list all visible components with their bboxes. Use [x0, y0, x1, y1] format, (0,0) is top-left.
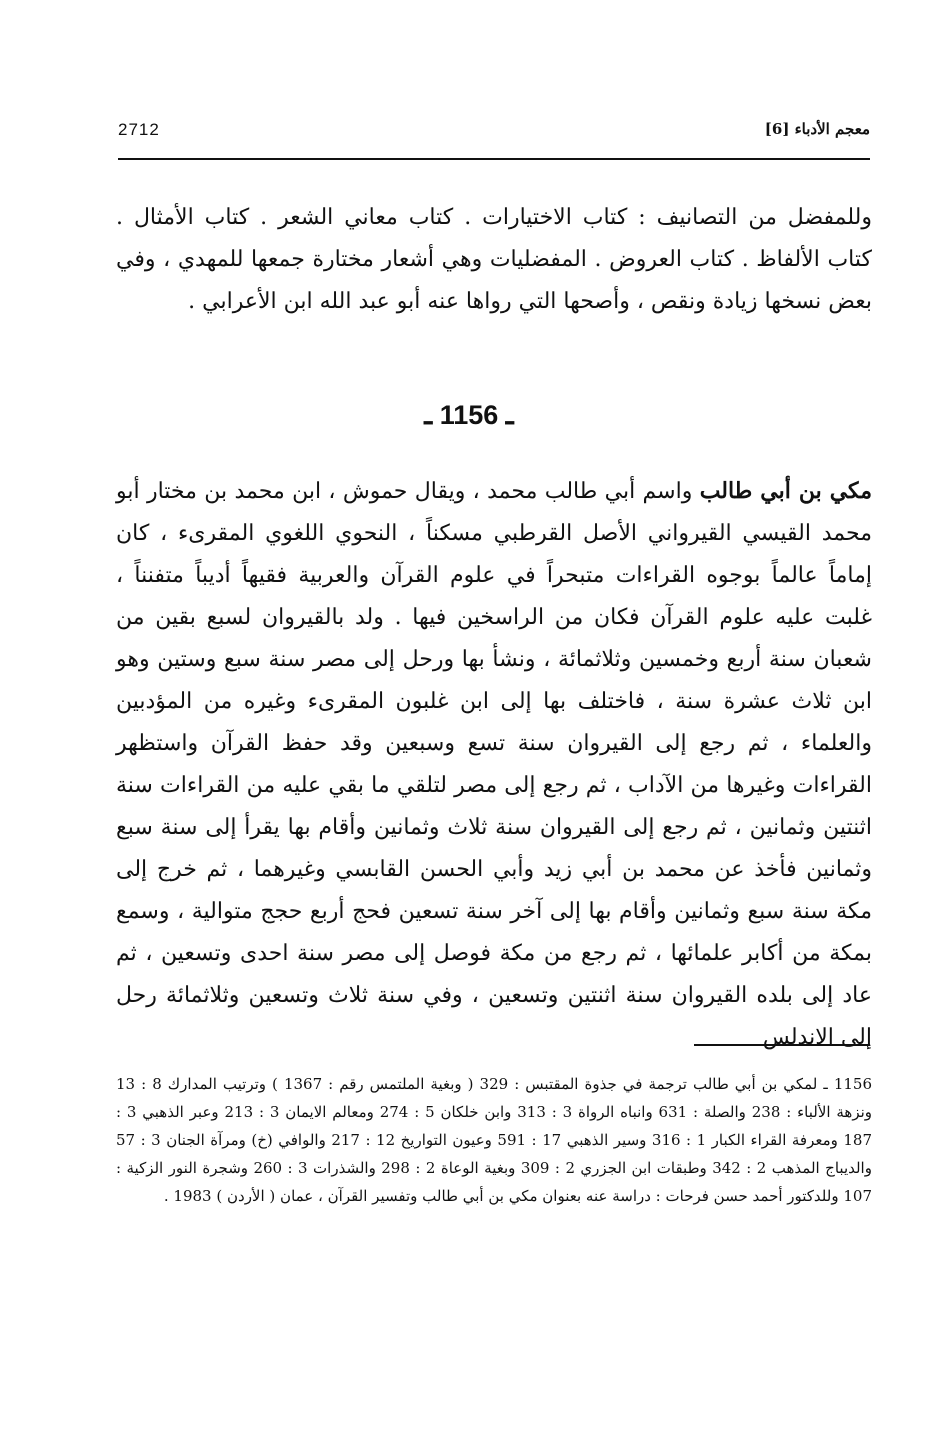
entry-name: مكي بن أبي طالب [699, 478, 872, 504]
entry-number: ـ 1156 ـ [424, 400, 514, 430]
entry-paragraph [116, 470, 872, 1059]
footnote-divider [694, 1044, 870, 1046]
page-number: 2712 [118, 120, 160, 139]
top-paragraph: وللمفضل من التصانيف : كتاب الاختيارات . كتاب معاني الشعر . كتاب الأمثال . كتاب الألفاظ . كتاب العروض . المفضليات وهي أشعار مختارة جمعها للمهدي ، وفي بعض نسخها زيادة ونقص ، وأصحها التي رواها عنه أبو عبد الله ابن الأعرابي . [116, 205, 872, 314]
page-header [118, 118, 870, 160]
running-title: معجم الأدباء [6] [764, 120, 870, 138]
footnote: 1156 ـ لمكي بن أبي طالب ترجمة في جذوة المقتبس : 329 ( وبغية الملتمس رقم : 1367 ) وترتيب المدارك 8 : 13 ونزهة الألباء : 238 والصلة : 631 وانباه الرواة 3 : 313 وابن خلكان 5 : 274 ومعالم الايمان 3 : 213 وعبر الذهبي 3 : 187 ومعرفة القراء الكبار 1 : 316 وسير الذهبي 17 : 591 وعيون التواريخ 12 : 217 والوافي (خ) ومرآة الجنان 3 : 57 والديباج المذهب 2 : 342 وطبقات ابن الجزري 2 : 309 وبغية الوعاة 2 : 298 والشذرات 3 : 260 وشجرة النور الزكية : 107 وللدكتور أحمد حسن فرحات : دراسة عنه بعنوان مكي بن أبي طالب وتفسير القرآن ، عمان ( الأردن ) 1983 . [116, 1075, 873, 1205]
entry-body: واسم أبي طالب محمد ، ويقال حموش ، ابن محمد بن مختار أبو محمد القيسي القيرواني الأصل القرطبي مسكناً ، النحوي اللغوي المقرىء ، كان إماماً عالماً بوجوه القراءات متبحراً في علوم القرآن والعربية فقيهاً أديباً متفنناً ، غلبت عليه علوم القرآن فكان من الراسخين فيها . ولد بالقيروان لسبع بقين من شعبان سنة أربع وخمسين وثلاثمائة ، ونشأ بها ورحل إلى مصر سنة سبع وستين وهو ابن ثلاث عشرة سنة ، فاختلف بها إلى ابن غلبون المقرىء وغيره من المؤدبين والعلماء ، ثم رجع إلى القيروان سنة تسع وسبعين وقد حفظ القرآن واستظهر القراءات وغيرها من الآداب ، ثم رجع إلى مصر لتلقي ما بقي عليه من القراءات سنة اثنتين وثمانين ، ثم رجع إلى القيروان سنة ثلاث وثمانين وأقام بها يقرأ إلى سنة سبع وثمانين فأخذ عن محمد بن أبي زيد وأبي الحسن القابسي وغيرهما ، ثم خرج إلى مكة سنة سبع وثمانين وأقام بها إلى آخر سنة تسعين فحج أربع حجج متوالية ، وسمع بمكة من أكابر علمائها ، ثم رجع من مكة فوصل إلى مصر سنة احدى وتسعين ، ثم عاد إلى بلده القيروان سنة اثنتين وتسعين ، وفي سنة ثلاث وتسعين وثلاثمائة رحل إلى الاندلس [116, 479, 872, 1050]
